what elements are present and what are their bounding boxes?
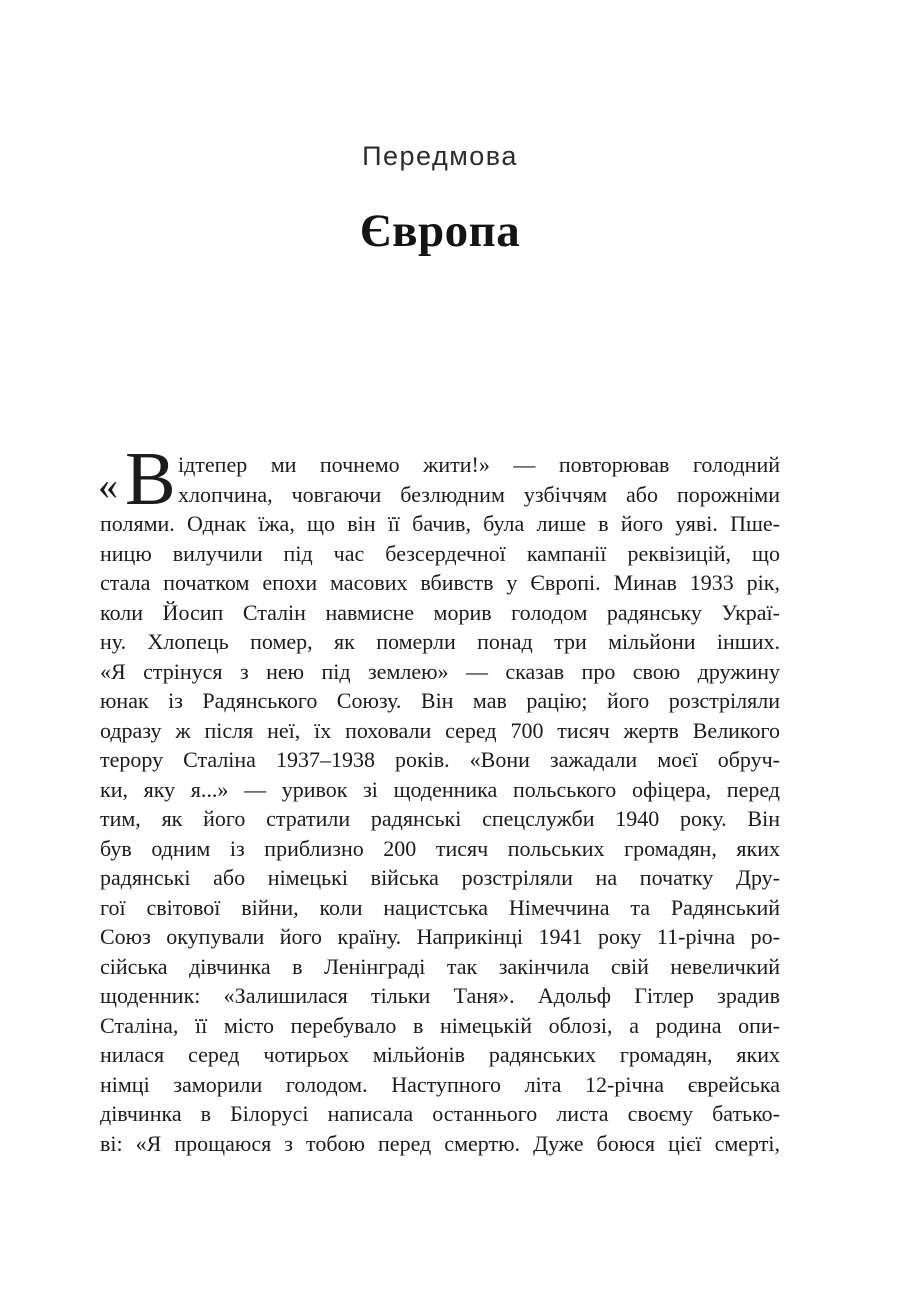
text-line: полями. Однак їжа, що він її бачив, була лише в його уяві. Пше-	[100, 511, 780, 536]
text-line: дівчинка в Білорусі написала останнього листа своєму батько-	[100, 1101, 780, 1126]
text-line: Сталіна, її місто перебувало в німецькій облозі, а родина опи-	[100, 1012, 780, 1038]
opening-quote-mark: «	[98, 463, 118, 508]
text-line: тим, як його стратили радянські спецслужби 1940 року. Він	[100, 806, 780, 831]
text-line: одразу ж після неї, їх поховали серед 700 тисяч жертв Великого	[100, 717, 780, 743]
text-line: ві: «Я прощаюся з тобою перед смертю. Дуже боюся цієї смерті,	[100, 1130, 780, 1156]
body-paragraph	[98, 437, 780, 1158]
text-line: німці заморили голодом. Наступного літа 12-річна єврейська	[100, 1071, 780, 1097]
chapter-kicker: Передмова	[362, 141, 518, 171]
text-line: ницю вилучили під час безсердечної кампанії реквізицій, що	[100, 540, 780, 566]
chapter-title: Європа	[359, 205, 521, 257]
text-line: Союз окупували його країну. Наприкінці 1941 року 11-річна ро-	[100, 924, 780, 949]
text-line: гої світової війни, коли нацистська Німеччина та Радянський	[100, 894, 780, 920]
dropcap-group	[98, 437, 178, 521]
text-line: був одним із приблизно 200 тисяч польських громадян, яких	[100, 835, 780, 861]
text-line: юнак із Радянського Союзу. Він мав рацію; його розстріляли	[100, 688, 780, 713]
text-line: ну. Хлопець помер, як померли понад три мільйони інших.	[100, 629, 780, 654]
text-line: хлопчина, човгаючи безлюдним узбіччям або порожніми	[178, 481, 780, 507]
text-line: ки, яку я...» — уривок зі щоденника польського офіцера, перед	[100, 776, 780, 802]
text-line: радянські або німецькі війська розстріляли на початку Дру-	[100, 865, 780, 890]
text-line: терору Сталіна 1937–1938 років. «Вони зажадали моєї обруч-	[100, 747, 780, 772]
text-line: стала початком епохи масових вбивств у Європі. Минав 1933 рік,	[100, 570, 780, 595]
text-line: ідтепер ми почнемо жити!» — повторював голодний	[178, 452, 780, 477]
text-line: «Я стрінуся з нею під землею» — сказав про свою дружину	[100, 658, 780, 684]
dropcap-letter: В	[125, 437, 176, 521]
text-line: щоденник: «Залишилася тільки Таня». Адольф Гітлер зрадив	[100, 983, 780, 1008]
text-line: нилася серед чотирьох мільйонів радянських громадян, яких	[100, 1042, 780, 1067]
text-line: сійська дівчинка в Ленінграді так закінчила свій невеличкий	[100, 953, 780, 979]
text-line: коли Йосип Сталін навмисне морив голодом радянську Украї-	[100, 599, 780, 625]
